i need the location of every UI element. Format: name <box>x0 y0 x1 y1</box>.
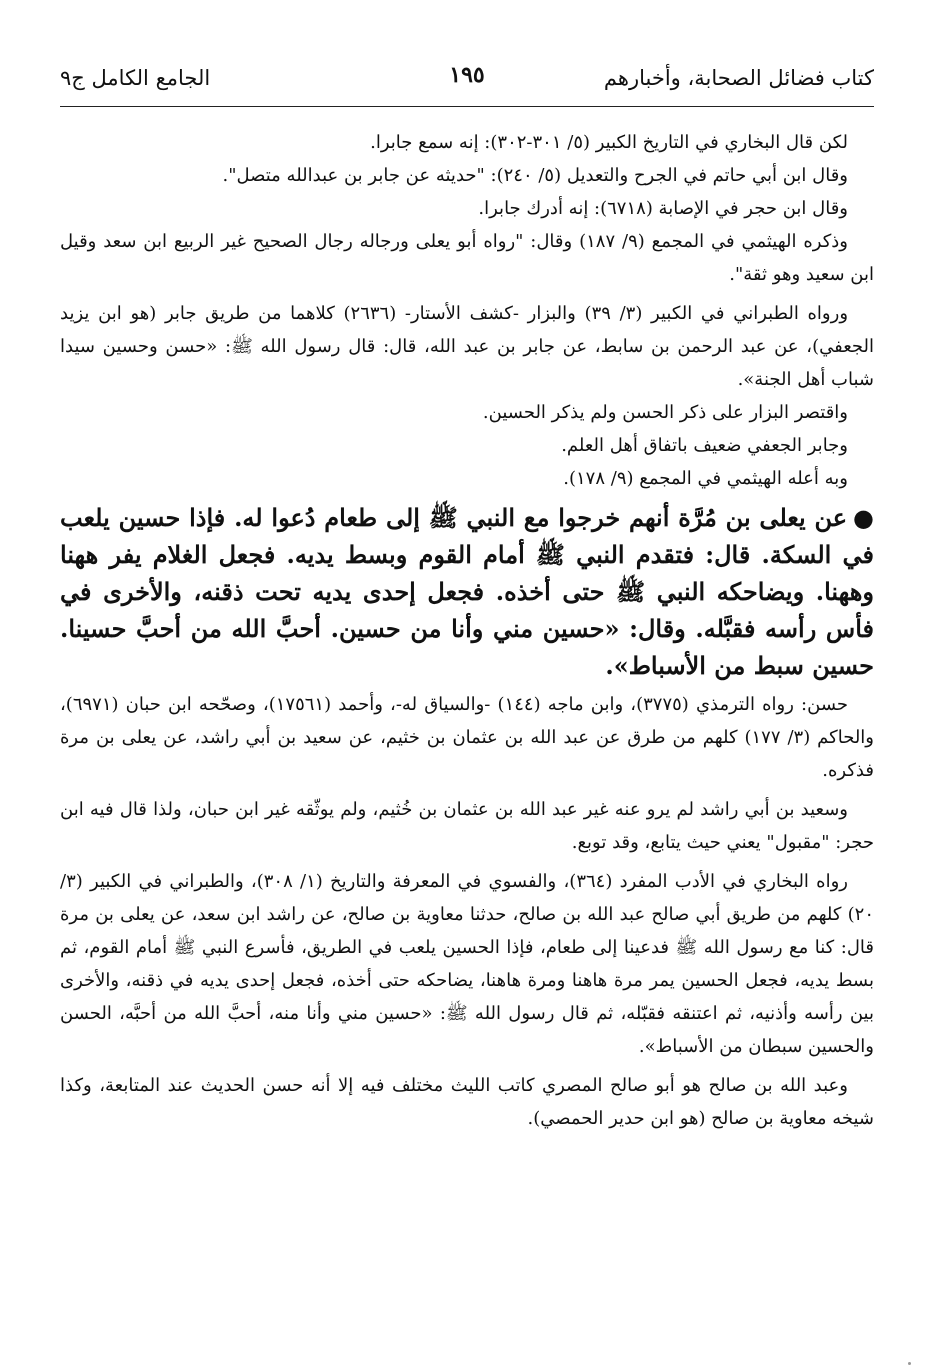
scan-speck <box>908 1362 911 1365</box>
paragraph: ورواه الطبراني في الكبير (٣/ ٣٩) والبزار -كشف الأستار- (٢٦٣٦) كلاهما من طريق جابر (هو ابن يزيد الجعفي)، عن عبد الرحمن بن سابط، عن جابر بن عبد الله، قال: قال رسول الله ﷺ: «حسن وحسين سيدا شباب أهل الجنة». <box>60 303 874 390</box>
header-rule <box>60 106 874 107</box>
hadith-text <box>60 499 874 684</box>
bullet-icon: ● <box>853 503 874 532</box>
page-body <box>60 126 874 1135</box>
paragraph: رواه البخاري في الأدب المفرد (٣٦٤)، والفسوي في المعرفة والتاريخ (١/ ٣٠٨)، والطبراني في الكبير (٣/ ٢٠) كلهم من طريق أبي صالح عبد الله بن صالح، حدثنا معاوية بن صالح، عن راشد ابن سعد، عن يعلى بن مرة قال: كنا مع رسول الله ﷺ فدعينا إلى طعام، فإذا الحسين يلعب في الطريق، فأسرع النبي ﷺ أمام القوم، ثم بسط يديه، فجعل الحسين يمر مرة هاهنا ومرة هاهنا، يضاحكه حتى أخذه، فجعل إحدى يديه في ذقنه، والأخرى بين رأسه وأذنيه، ثم اعتنقه فقبّله، ثم قال رسول الله ﷺ: «حسين مني وأنا منه، أحبَّ الله من أحبَّه، الحسن والحسين سبطان من الأسباط». <box>60 871 874 1057</box>
paragraph: وبه أعله الهيثمي في المجمع (٩/ ١٧٨). <box>563 468 848 489</box>
page-header <box>60 58 874 98</box>
paragraph: حسن: رواه الترمذي (٣٧٧٥)، وابن ماجه (١٤٤) -والسياق له-، وأحمد (١٧٥٦١)، وصحّحه ابن حبان (٦٩٧١)، والحاكم (٣/ ١٧٧) كلهم من طرق عن عبد الله بن عثمان بن خثيم، عن سعيد بن أبي راشد، عن يعلى بن مرة فذكره. <box>60 694 874 781</box>
paragraph: وذكره الهيثمي في المجمع (٩/ ١٨٧) وقال: "رواه أبو يعلى ورجاله رجال الصحيح غير الربيع ابن سعد وقيل ابن سعيد وهو ثقة". <box>60 231 874 285</box>
paragraph: لكن قال البخاري في التاريخ الكبير (٥/ ٣٠١-٣٠٢): إنه سمع جابرا. <box>370 132 848 153</box>
paragraph: وقال ابن أبي حاتم في الجرح والتعديل (٥/ ٢٤٠): "حديثه عن جابر بن عبدالله متصل". <box>222 165 848 186</box>
paragraph: وجابر الجعفي ضعيف باتفاق أهل العلم. <box>561 435 848 456</box>
page-number: ١٩٥ <box>449 62 485 88</box>
running-title: كتاب فضائل الصحابة، وأخبارهم <box>603 66 874 90</box>
paragraph: وقال ابن حجر في الإصابة (٦٧١٨): إنه أدرك جابرا. <box>478 198 848 219</box>
paragraph: وسعيد بن أبي راشد لم يرو عنه غير عبد الله بن عثمان بن خُثيم، ولم يوثّقه غير ابن حبان، ولذا قال فيه ابن حجر: "مقبول" يعني حيث يتابع، وقد توبع. <box>60 799 874 853</box>
paragraph: وعبد الله بن صالح هو أبو صالح المصري كاتب الليث مختلف فيه إلا أنه حسن الحديث عند المتابعة، وكذا شيخه معاوية بن صالح (هو ابن حدير الحمصي). <box>60 1075 874 1129</box>
hadith-body: عن يعلى بن مُرَّة أنهم خرجوا مع النبي ﷺ إلى طعام دُعوا له. فإذا حسين يلعب في السكة. قال: فتقدم النبي ﷺ أمام القوم وبسط يديه. فجعل الغلام يفر ههنا وههنا. ويضاحكه النبي ﷺ حتى أخذه. فجعل إحدى يديه تحت ذقنه، والأخرى في فأس رأسه فقبَّله. وقال: «حسين مني وأنا من حسين. أحبَّ الله من أحبَّ حسينا. حسين سبط من الأسباط». <box>60 503 875 680</box>
volume-title: الجامع الكامل ج٩ <box>60 66 211 90</box>
paragraph: واقتصر البزار على ذكر الحسن ولم يذكر الحسين. <box>482 402 848 423</box>
